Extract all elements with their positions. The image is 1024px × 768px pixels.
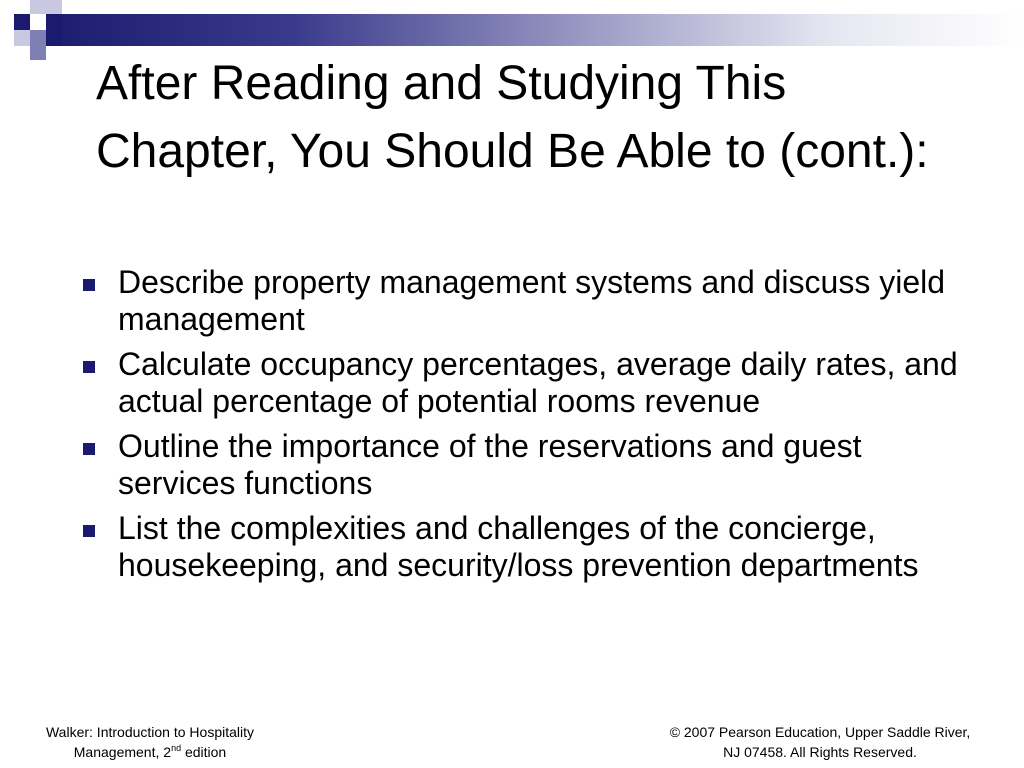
- bullet-text: List the complexities and challenges of the concierge, housekeeping, and security/loss prevention departments: [118, 510, 919, 583]
- footer-edition-sup: nd: [171, 743, 182, 753]
- bullet-text: Describe property management systems and discuss yield management: [118, 264, 946, 337]
- list-item: [80, 264, 960, 338]
- footer-edition-suffix: edition: [181, 744, 227, 760]
- bullet-text: Outline the importance of the reservations and guest services functions: [118, 428, 862, 501]
- footer-book-credit: [10, 722, 290, 762]
- footer-right-line1: © 2007 Pearson Education, Upper Saddle River,: [669, 724, 971, 740]
- decor-square: [30, 30, 46, 46]
- slide-title: After Reading and Studying This Chapter, You Should Be Able to (cont.):: [96, 57, 929, 178]
- decor-square: [46, 14, 62, 46]
- bullet-list: [80, 264, 960, 592]
- list-item: [80, 510, 960, 584]
- footer-left-line2: [10, 742, 290, 762]
- header-gradient-bar: [50, 14, 1024, 46]
- decor-square: [30, 14, 46, 30]
- square-bullet-icon: [83, 361, 95, 373]
- decor-square: [14, 14, 30, 30]
- footer-left-line1: Walker: Introduction to Hospitality: [45, 724, 254, 740]
- decor-square: [14, 30, 30, 46]
- square-bullet-icon: [83, 525, 95, 537]
- footer-right-line2: NJ 07458. All Rights Reserved.: [723, 744, 917, 760]
- decor-square: [30, 46, 46, 60]
- list-item: [80, 346, 960, 420]
- bullet-text: Calculate occupancy percentages, average daily rates, and actual percentage of potential rooms revenue: [118, 346, 958, 419]
- footer-copyright: [630, 722, 1010, 762]
- square-bullet-icon: [83, 443, 95, 455]
- decor-square: [46, 0, 62, 14]
- list-item: [80, 428, 960, 502]
- footer-edition-prefix: Management, 2: [73, 744, 172, 760]
- square-bullet-icon: [83, 279, 95, 291]
